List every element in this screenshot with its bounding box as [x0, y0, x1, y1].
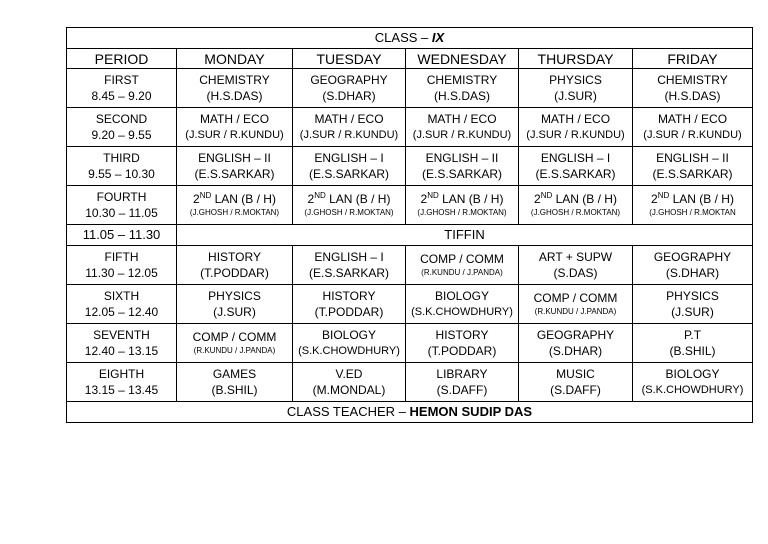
period-cell [67, 246, 177, 285]
subject-name: LAN (B / H) [552, 192, 617, 206]
header-row [67, 49, 753, 69]
teacher-name: (T.PODDAR) [200, 266, 269, 280]
subject-line [633, 111, 752, 127]
period-name: FIFTH [104, 250, 139, 264]
subject-name: HISTORY [435, 328, 489, 342]
subject-line [519, 150, 632, 166]
subject-name: GEOGRAPHY [536, 328, 615, 342]
subject-name: CHEMISTRY [657, 73, 728, 87]
teacher-name: (S.DAFF) [436, 383, 488, 397]
subject-line [519, 327, 632, 343]
subject-line [519, 249, 632, 265]
subject-line [406, 327, 518, 343]
teacher-name: (J.SUR / R.KUNDU) [299, 129, 399, 141]
subject-number: 2 [193, 192, 200, 206]
header-monday: MONDAY [177, 49, 293, 69]
subject-name: ENGLISH – I [540, 151, 611, 165]
schedule-cell [293, 147, 406, 186]
period-name: SECOND [95, 112, 148, 126]
period-name: THIRD [103, 151, 140, 165]
subject-line [633, 191, 752, 207]
period-row [67, 285, 753, 324]
subject-line [293, 249, 405, 265]
subject-line [177, 72, 292, 88]
schedule-cell [633, 324, 753, 363]
schedule-cell [177, 147, 293, 186]
period-name: FOURTH [96, 190, 147, 204]
subject-name: GEOGRAPHY [310, 73, 388, 87]
subject-name: MATH / ECO [314, 112, 384, 126]
subject-name: COMP / COMM [533, 291, 618, 305]
schedule-cell [519, 246, 633, 285]
subject-name: COMP / COMM [420, 252, 504, 266]
schedule-cell [406, 324, 519, 363]
teacher-name: (H.S.DAS) [206, 89, 263, 103]
subject-name: ENGLISH – II [656, 151, 729, 165]
subject-name: GAMES [212, 367, 257, 381]
class-teacher-row [67, 402, 753, 423]
teacher-name: (J.SUR) [554, 89, 597, 103]
header-friday: FRIDAY [633, 49, 753, 69]
subject-line [519, 290, 632, 306]
subject-line [406, 366, 518, 382]
subject-number: 2 [420, 192, 428, 206]
teacher-name: (E.S.SARKAR) [535, 167, 616, 181]
teacher-name: (J.GHOSH / R.MOKTAN) [417, 208, 507, 217]
schedule-cell [406, 285, 519, 324]
schedule-cell [633, 69, 753, 108]
header-period: PERIOD [67, 49, 177, 69]
teacher-name: (J.SUR / R.KUNDU) [643, 129, 742, 141]
subject-name: MATH / ECO [540, 112, 611, 126]
class-label: CLASS – [374, 30, 429, 45]
schedule-cell [293, 246, 406, 285]
teacher-name: (S.DAFF) [550, 383, 601, 397]
schedule-cell [177, 69, 293, 108]
subject-name: LAN (B / H) [438, 192, 504, 206]
period-time: 12.05 – 12.40 [84, 305, 159, 319]
period-row [67, 363, 753, 402]
tiffin-time: 11.05 – 11.30 [67, 225, 177, 246]
subject-superscript: ND [657, 191, 670, 200]
subject-line [633, 288, 752, 304]
subject-name: MATH / ECO [427, 112, 497, 126]
class-teacher-label: CLASS TEACHER – [286, 404, 406, 419]
schedule-cell [519, 69, 633, 108]
teacher-name: (S.K.CHOWDHURY) [298, 345, 400, 357]
teacher-name: (S.DHAR) [548, 344, 603, 358]
teacher-name: (J.SUR / R.KUNDU) [185, 129, 284, 141]
schedule-cell [633, 147, 753, 186]
subject-superscript: ND [199, 191, 212, 200]
subject-name: PHYSICS [549, 73, 602, 87]
schedule-cell [177, 363, 293, 402]
tiffin-label: TIFFIN [177, 225, 753, 246]
schedule-cell [293, 186, 406, 225]
tiffin-row [67, 225, 753, 246]
teacher-name: (T.PODDAR) [427, 344, 497, 358]
teacher-name: (J.GHOSH / R.MOKTAN) [530, 208, 621, 217]
subject-name: MUSIC [556, 367, 595, 381]
subject-number: 2 [651, 192, 658, 206]
period-cell [67, 147, 177, 186]
class-title [67, 28, 753, 49]
teacher-name: (S.K.CHOWDHURY) [411, 306, 513, 318]
schedule-cell [406, 69, 519, 108]
subject-line [177, 366, 292, 382]
schedule-cell [293, 69, 406, 108]
schedule-cell [177, 186, 293, 225]
period-cell [67, 324, 177, 363]
teacher-name: (B.SHIL) [211, 383, 258, 397]
schedule-cell [519, 186, 633, 225]
subject-name: BIOLOGY [665, 367, 720, 381]
subject-line [633, 327, 752, 343]
subject-line [293, 150, 405, 166]
subject-name: PHYSICS [208, 289, 261, 303]
subject-line [177, 111, 292, 127]
period-name: SEVENTH [93, 328, 150, 342]
subject-line [633, 366, 752, 382]
subject-line [177, 191, 292, 207]
subject-name: COMP / COMM [192, 330, 277, 344]
subject-name: BIOLOGY [321, 328, 377, 342]
subject-line [406, 191, 518, 207]
teacher-name: (R.KUNDU / J.PANDA) [193, 346, 276, 355]
subject-line [406, 288, 518, 304]
teacher-name: (J.SUR / R.KUNDU) [526, 129, 625, 141]
subject-line [406, 111, 518, 127]
subject-name: LIBRARY [436, 367, 488, 381]
teacher-name: (M.MONDAL) [312, 383, 386, 397]
subject-name: MATH / ECO [199, 112, 270, 126]
subject-name: ENGLISH – II [198, 151, 271, 165]
schedule-cell [406, 108, 519, 147]
header-tuesday: TUESDAY [293, 49, 406, 69]
period-name: EIGHTH [98, 367, 145, 381]
header-wednesday: WEDNESDAY [406, 49, 519, 69]
period-time: 9.55 – 10.30 [88, 167, 155, 181]
subject-name: P.T [683, 328, 702, 342]
subject-line [519, 72, 632, 88]
period-time: 12.40 – 13.15 [84, 344, 159, 358]
teacher-name: (H.S.DAS) [664, 89, 721, 103]
period-name: FIRST [104, 73, 139, 87]
teacher-name: (E.S.SARKAR) [308, 167, 389, 181]
teacher-name: (J.SUR / R.KUNDU) [412, 129, 512, 141]
schedule-cell [406, 363, 519, 402]
teacher-name: (J.GHOSH / R.MOKTAN) [304, 208, 394, 217]
subject-line [293, 72, 405, 88]
schedule-cell [293, 363, 406, 402]
subject-name: HISTORY [208, 250, 261, 264]
subject-line [177, 288, 292, 304]
header-thursday: THURSDAY [519, 49, 633, 69]
schedule-cell [406, 186, 519, 225]
schedule-cell [406, 147, 519, 186]
subject-name: CHEMISTRY [199, 73, 270, 87]
schedule-cell [293, 324, 406, 363]
subject-line [406, 251, 518, 267]
schedule-cell [293, 108, 406, 147]
period-time: 10.30 – 11.05 [85, 206, 158, 220]
subject-line [293, 111, 405, 127]
period-row [67, 186, 753, 225]
subject-line [519, 111, 632, 127]
teacher-name: (B.SHIL) [669, 344, 716, 358]
schedule-cell [519, 363, 633, 402]
schedule-cell [633, 363, 753, 402]
subject-name: ENGLISH – I [314, 151, 384, 165]
schedule-cell [633, 285, 753, 324]
subject-name: LAN (B / H) [211, 192, 276, 206]
schedule-cell [519, 324, 633, 363]
teacher-name: (J.GHOSH / R.MOKTAN [649, 208, 736, 217]
teacher-name: (S.DHAR) [665, 266, 720, 280]
schedule-cell [293, 285, 406, 324]
subject-name: GEOGRAPHY [653, 250, 732, 264]
teacher-name: (J.SUR) [671, 305, 714, 319]
subject-number: 2 [307, 192, 315, 206]
period-time: 9.20 – 9.55 [91, 128, 152, 142]
teacher-name: (T.PODDAR) [314, 305, 384, 319]
teacher-name: (E.S.SARKAR) [194, 167, 275, 181]
period-cell [67, 108, 177, 147]
subject-name: ENGLISH – I [314, 250, 384, 264]
period-row [67, 69, 753, 108]
teacher-name: (S.DAS) [553, 266, 598, 280]
schedule-cell [633, 108, 753, 147]
teacher-name: (E.S.SARKAR) [308, 266, 389, 280]
subject-line [177, 150, 292, 166]
schedule-cell [633, 246, 753, 285]
period-cell [67, 285, 177, 324]
subject-line [406, 72, 518, 88]
subject-name: CHEMISTRY [426, 73, 498, 87]
teacher-name: (S.K.CHOWDHURY) [641, 384, 744, 396]
period-name: SIXTH [103, 289, 140, 303]
schedule-cell [177, 246, 293, 285]
teacher-name: (R.KUNDU / J.PANDA) [534, 307, 617, 316]
subject-number: 2 [534, 192, 541, 206]
subject-line [633, 249, 752, 265]
class-name: IX [431, 30, 445, 45]
class-teacher-cell [67, 402, 753, 423]
subject-line [633, 150, 752, 166]
timetable [66, 27, 753, 423]
period-cell [67, 186, 177, 225]
teacher-name: (J.SUR) [213, 305, 256, 319]
teacher-name: (E.S.SARKAR) [652, 167, 733, 181]
schedule-cell [177, 285, 293, 324]
subject-name: MATH / ECO [657, 112, 728, 126]
subject-name: HISTORY [322, 289, 376, 303]
teacher-name: (R.KUNDU / J.PANDA) [421, 268, 503, 277]
subject-line [177, 249, 292, 265]
schedule-cell [633, 186, 753, 225]
period-time: 8.45 – 9.20 [91, 89, 152, 103]
subject-line [293, 327, 405, 343]
subject-line [293, 288, 405, 304]
subject-name: ART + SUPW [538, 250, 613, 264]
teacher-name: (E.S.SARKAR) [421, 167, 502, 181]
schedule-cell [406, 246, 519, 285]
subject-name: V.ED [335, 367, 363, 381]
period-row [67, 324, 753, 363]
class-teacher-name: HEMON SUDIP DAS [409, 404, 533, 419]
subject-line [406, 150, 518, 166]
period-time: 11.30 – 12.05 [85, 266, 158, 280]
subject-name: LAN (B / H) [669, 192, 734, 206]
period-row [67, 108, 753, 147]
subject-line [177, 329, 292, 345]
subject-line [293, 366, 405, 382]
subject-name: BIOLOGY [434, 289, 490, 303]
period-row [67, 147, 753, 186]
period-row [67, 246, 753, 285]
period-cell [67, 69, 177, 108]
schedule-cell [519, 147, 633, 186]
period-cell [67, 363, 177, 402]
schedule-cell [519, 285, 633, 324]
teacher-name: (H.S.DAS) [433, 89, 490, 103]
subject-superscript: ND [427, 191, 439, 200]
schedule-cell [519, 108, 633, 147]
period-time: 13.15 – 13.45 [84, 383, 159, 397]
subject-superscript: ND [540, 191, 553, 200]
schedule-cell [177, 108, 293, 147]
subject-line [633, 72, 752, 88]
subject-name: LAN (B / H) [325, 192, 391, 206]
teacher-name: (J.GHOSH / R.MOKTAN) [189, 208, 280, 217]
subject-superscript: ND [314, 191, 326, 200]
schedule-cell [177, 324, 293, 363]
subject-name: PHYSICS [666, 289, 719, 303]
subject-name: ENGLISH – II [425, 151, 499, 165]
subject-line [293, 191, 405, 207]
subject-line [519, 191, 632, 207]
subject-line [519, 366, 632, 382]
teacher-name: (S.DHAR) [322, 89, 376, 103]
